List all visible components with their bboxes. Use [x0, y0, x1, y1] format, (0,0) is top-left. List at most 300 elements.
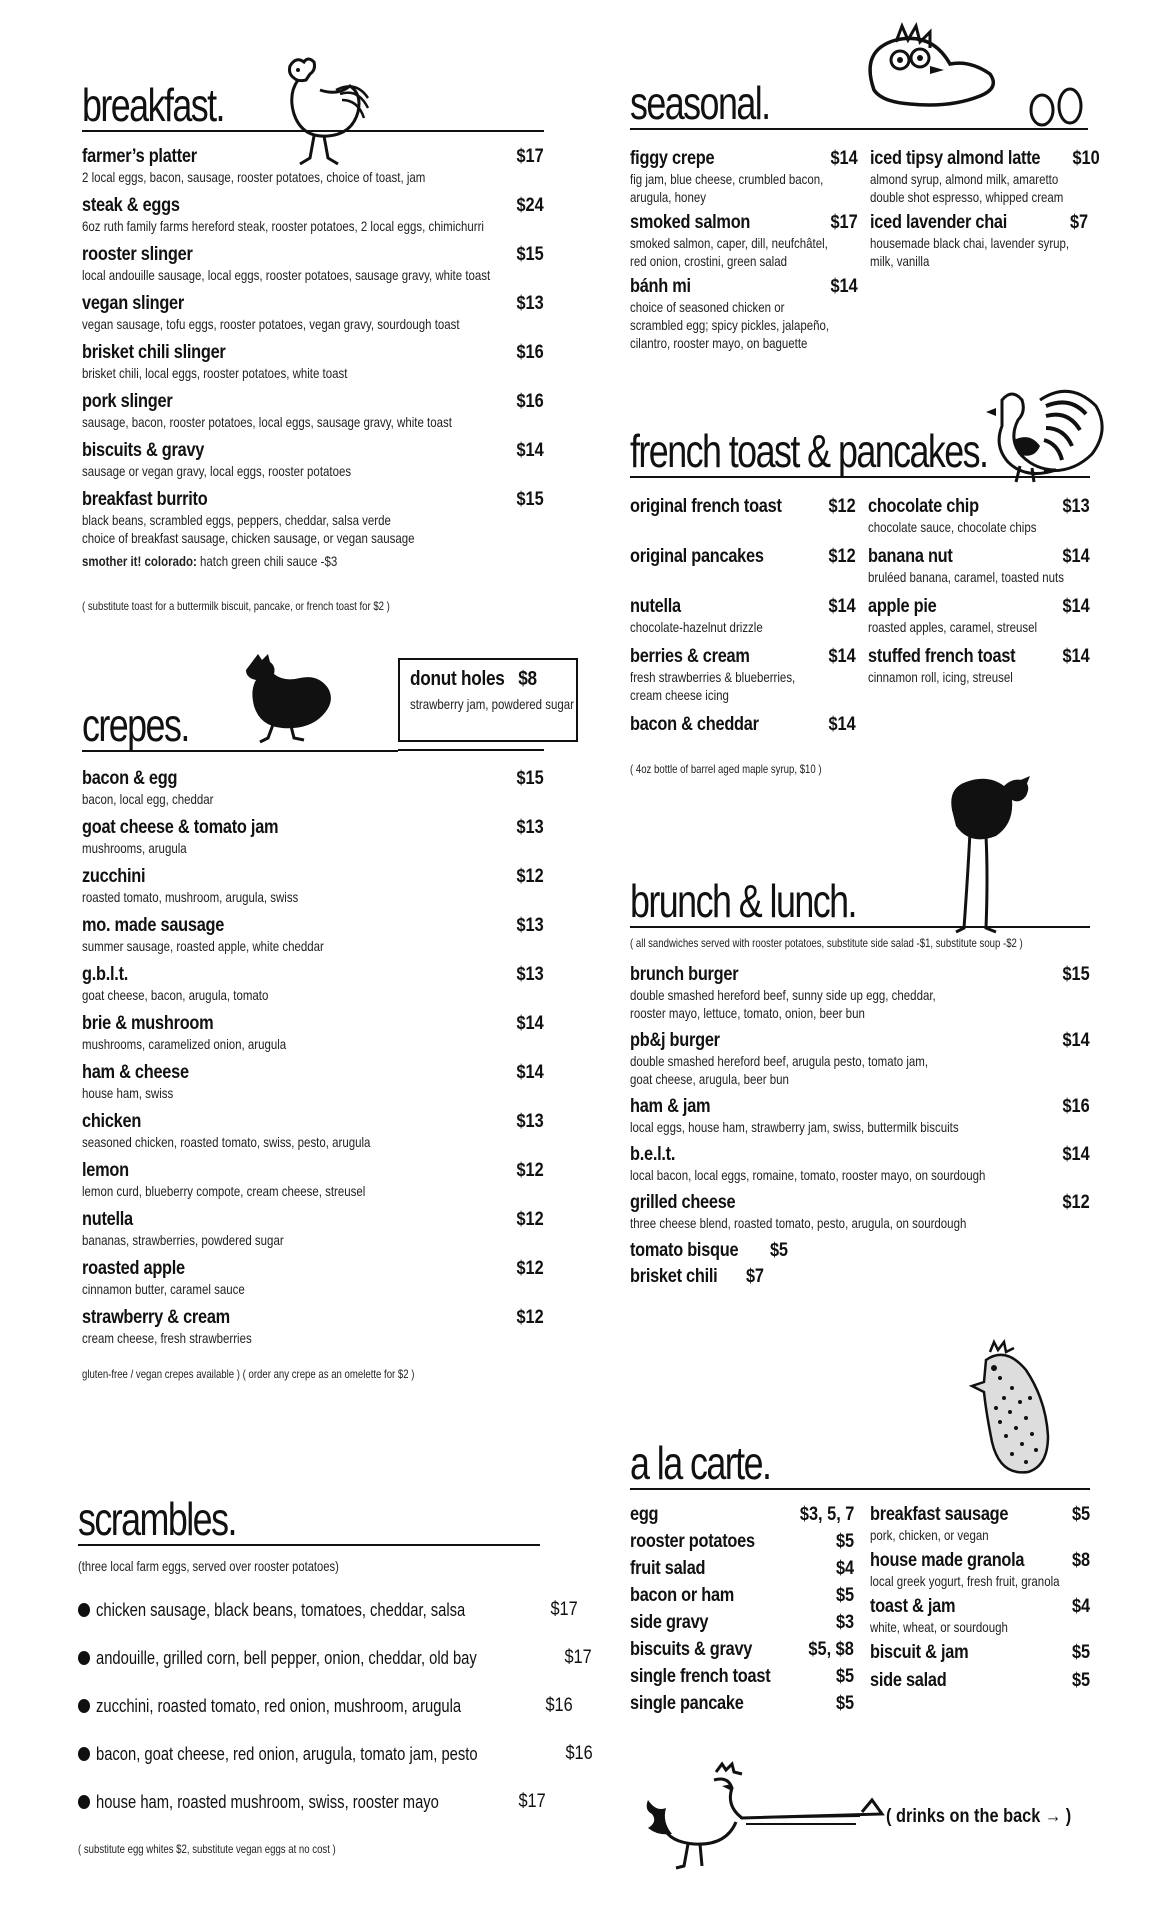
- menu-item-name: figgy crepe: [630, 148, 715, 169]
- scramble-item-text-wrap: [78, 1600, 546, 1621]
- menu-item-row: [630, 964, 1090, 986]
- scramble-item-price: $17: [564, 1647, 593, 1668]
- menu-item-name: breakfast sausage: [870, 1504, 1009, 1525]
- french-left-list: [630, 496, 856, 746]
- pointing-rooster-icon: [636, 1760, 886, 1870]
- scramble-item: [78, 1682, 573, 1730]
- menu-item-row: [82, 964, 544, 986]
- menu-item: [868, 546, 1090, 586]
- scramble-item: [78, 1586, 578, 1634]
- menu-item-row: [630, 1192, 1090, 1214]
- menu-item: [870, 148, 1100, 206]
- menu-item-price: $17: [516, 146, 544, 167]
- menu-item-row: [630, 714, 856, 736]
- menu-item-desc: house ham, swiss: [82, 1085, 174, 1101]
- menu-item-desc: red onion, crostini, green salad: [630, 253, 787, 269]
- carte-item: [630, 1558, 854, 1580]
- crepes-note: gluten-free / vegan crepes available ) ( order any crepe as an omelette for $2 ): [82, 1367, 415, 1381]
- menu-item-price: $15: [516, 768, 544, 789]
- menu-item: [82, 1307, 544, 1347]
- bullet-icon: [78, 1651, 90, 1665]
- menu-item-price: $17: [830, 212, 858, 233]
- menu-item-row: [82, 391, 544, 413]
- menu-item-price: $16: [516, 342, 544, 363]
- menu-item: [82, 1013, 544, 1053]
- donut-desc: strawberry jam, powdered sugar: [410, 696, 574, 712]
- menu-item-desc: local andouille sausage, local eggs, rooster potatoes, sausage gravy, white toast: [82, 267, 491, 283]
- menu-item: [870, 212, 1088, 270]
- smother-label: smother it! colorado:: [82, 553, 197, 569]
- carte-item-name: fruit salad: [630, 1558, 706, 1579]
- seasonal-left-list: [630, 148, 858, 358]
- scrambles-note: ( substitute egg whites $2, substitute vegan eggs at no cost ): [78, 1842, 336, 1856]
- menu-item-desc: roasted tomato, mushroom, arugula, swiss: [82, 889, 299, 905]
- carte-item-name: egg: [630, 1504, 659, 1525]
- menu-item-price: $12: [516, 1258, 544, 1279]
- menu-item: [82, 1111, 544, 1151]
- menu-item-price: $13: [516, 1111, 544, 1132]
- menu-item-desc: goat cheese, arugula, beer bun: [630, 1071, 789, 1087]
- carte-item: [630, 1693, 854, 1715]
- menu-item: [630, 496, 856, 536]
- menu-item-row: [868, 546, 1090, 568]
- menu-item-name: zucchini: [82, 866, 146, 887]
- menu-item: [630, 276, 858, 352]
- scramble-item-text: bacon, goat cheese, red onion, arugula, tomato jam, pesto: [96, 1743, 478, 1764]
- french-section: [630, 420, 1090, 776]
- menu-item-row: [868, 596, 1090, 618]
- menu-item-desc: seasoned chicken, roasted tomato, swiss, pesto, arugula: [82, 1134, 371, 1150]
- menu-item-row: [630, 148, 858, 170]
- menu-item-name: stuffed french toast: [868, 646, 1016, 667]
- scrambles-section: [78, 1488, 594, 1856]
- menu-item-name: strawberry & cream: [82, 1307, 230, 1328]
- menu-item-desc: [630, 568, 815, 586]
- menu-item-price: $13: [516, 817, 544, 838]
- carte-item-price: $5: [835, 1585, 854, 1606]
- menu-item-row: [630, 1030, 1090, 1052]
- menu-item-desc: summer sausage, roasted apple, white cheddar: [82, 938, 324, 954]
- menu-item-desc: cilantro, rooster mayo, on baguette: [630, 335, 808, 351]
- menu-item: [630, 148, 858, 206]
- menu-item-price: $14: [516, 1062, 544, 1083]
- menu-item-name: bacon & cheddar: [630, 714, 759, 735]
- menu-item: [630, 212, 858, 270]
- carte-item-name: bacon or ham: [630, 1585, 735, 1606]
- menu-item-desc: pork, chicken, or vegan: [870, 1527, 989, 1543]
- menu-item-row: [870, 1550, 1090, 1572]
- carte-item-name: rooster potatoes: [630, 1531, 755, 1552]
- soup-item: [630, 1266, 1090, 1288]
- menu-item-name: pork slinger: [82, 391, 173, 412]
- menu-item-price: $15: [516, 244, 544, 265]
- menu-item-price: $12: [516, 1209, 544, 1230]
- menu-item: [630, 1030, 1090, 1088]
- scramble-item-text: zucchini, roasted tomato, red onion, mushroom, arugula: [96, 1695, 462, 1716]
- soup-item-price: $7: [745, 1266, 764, 1287]
- menu-item-desc: housemade black chai, lavender syrup,: [870, 235, 1070, 251]
- menu-item: [82, 195, 544, 235]
- menu-item-row: [82, 1209, 544, 1231]
- carte-item-price: $4: [835, 1558, 854, 1579]
- scramble-item-price: $17: [518, 1791, 546, 1812]
- menu-item-price: $12: [828, 496, 856, 517]
- scramble-item: [78, 1634, 593, 1682]
- crepes-list: [82, 768, 544, 1347]
- menu-item-price: $12: [516, 866, 544, 887]
- menu-item-desc: fresh strawberries & blueberries,: [630, 669, 796, 685]
- menu-item-desc: almond syrup, almond milk, amaretto: [870, 171, 1059, 187]
- menu-item-name: farmer’s platter: [82, 146, 197, 167]
- menu-item-desc: double smashed hereford beef, arugula pesto, tomato jam,: [630, 1053, 929, 1069]
- menu-item-row: [82, 195, 544, 217]
- menu-item-row: [630, 1096, 1090, 1118]
- menu-item-price: $5: [1071, 1670, 1090, 1691]
- scrambles-list: [78, 1586, 594, 1826]
- drinks-on-back-link[interactable]: ( drinks on the back → ): [886, 1806, 1072, 1827]
- menu-item-name: smoked salmon: [630, 212, 751, 233]
- menu-item: [82, 1062, 544, 1102]
- menu-item-desc: goat cheese, bacon, arugula, tomato: [82, 987, 269, 1003]
- carte-item-name: side gravy: [630, 1612, 709, 1633]
- menu-item-name: iced lavender chai: [870, 212, 1008, 233]
- bullet-icon: [78, 1699, 90, 1713]
- bullet-icon: [78, 1747, 90, 1761]
- menu-item-name: brisket chili slinger: [82, 342, 226, 363]
- carte-item-price: $5, $8: [808, 1639, 854, 1660]
- menu-item-desc: choice of seasoned chicken or: [630, 299, 785, 315]
- menu-item-price: $14: [516, 440, 544, 461]
- menu-item-row: [868, 496, 1090, 518]
- menu-item-desc: sausage or vegan gravy, local eggs, rooster potatoes: [82, 463, 352, 479]
- menu-item: [870, 1670, 1090, 1692]
- menu-item-row: [870, 212, 1088, 234]
- menu-item-desc: chocolate-hazelnut drizzle: [630, 619, 763, 635]
- menu-item-row: [82, 1013, 544, 1035]
- menu-item-price: $7: [1069, 212, 1088, 233]
- menu-item-row: [870, 1670, 1090, 1692]
- menu-item: [82, 866, 544, 906]
- menu-item: [82, 489, 544, 547]
- carte-item-name: single french toast: [630, 1666, 771, 1687]
- menu-item-desc: cinnamon roll, icing, streusel: [868, 669, 1013, 685]
- menu-item-name: chocolate chip: [868, 496, 979, 517]
- menu-item-name: original french toast: [630, 496, 782, 517]
- french-right-list: [868, 496, 1090, 746]
- menu-item-row: [82, 915, 544, 937]
- crepes-title: crepes.: [82, 699, 189, 751]
- menu-item-row: [82, 440, 544, 462]
- brunch-list: [630, 964, 1090, 1232]
- carte-header: [630, 1432, 1090, 1490]
- scramble-item-text-wrap: [78, 1696, 541, 1717]
- menu-item-name: roasted apple: [82, 1258, 185, 1279]
- menu-item-name: steak & eggs: [82, 195, 180, 216]
- menu-item-row: [82, 244, 544, 266]
- menu-item-desc: scrambled egg; spicy pickles, jalapeño,: [630, 317, 830, 333]
- menu-item-desc: smoked salmon, caper, dill, neufchâtel,: [630, 235, 828, 251]
- menu-item-name: breakfast burrito: [82, 489, 208, 510]
- menu-item-row: [630, 212, 858, 234]
- carte-item-price: $5: [835, 1666, 854, 1687]
- menu-item-name: side salad: [870, 1670, 947, 1691]
- carte-item-price: $3: [835, 1612, 854, 1633]
- menu-item-price: $14: [828, 714, 856, 735]
- seasonal-right-list: [870, 148, 1100, 358]
- crepes-section: [82, 692, 574, 1381]
- menu-item-name: vegan slinger: [82, 293, 184, 314]
- menu-item-row: [868, 646, 1090, 668]
- menu-item-row: [82, 1307, 544, 1329]
- menu-item-desc: cream cheese icing: [630, 687, 729, 703]
- menu-item: [868, 646, 1090, 686]
- menu-item-desc: local greek yogurt, fresh fruit, granola: [870, 1573, 1060, 1589]
- carte-item-name: biscuits & gravy: [630, 1639, 753, 1660]
- seasonal-section: [630, 76, 1100, 358]
- menu-item-price: $5: [1071, 1504, 1090, 1525]
- scrambles-header: [78, 1488, 540, 1546]
- scramble-item-text: andouille, grilled corn, bell pepper, onion, cheddar, old bay: [96, 1647, 477, 1668]
- menu-item: [82, 964, 544, 1004]
- seasonal-header: [630, 76, 1088, 130]
- menu-item-row: [870, 1596, 1090, 1618]
- menu-item: [82, 293, 544, 333]
- menu-item-desc: roasted apples, caramel, streusel: [868, 619, 1038, 635]
- menu-item-name: toast & jam: [870, 1596, 956, 1617]
- menu-item-name: bacon & egg: [82, 768, 178, 789]
- menu-item-row: [630, 496, 856, 518]
- carte-item: [630, 1639, 854, 1661]
- menu-item-row: [630, 1144, 1090, 1166]
- carte-item-name: single pancake: [630, 1693, 744, 1714]
- menu-item-desc: cinnamon butter, caramel sauce: [82, 1281, 245, 1297]
- menu-item-name: brie & mushroom: [82, 1013, 214, 1034]
- donut-price: $8: [518, 668, 537, 690]
- menu-item: [82, 915, 544, 955]
- menu-item-price: $10: [1072, 148, 1100, 169]
- menu-item-desc: black beans, scrambled eggs, peppers, cheddar, salsa verde: [82, 512, 391, 528]
- menu-item-price: $12: [516, 1307, 544, 1328]
- menu-item: [630, 596, 856, 636]
- menu-item-desc: bruléed banana, caramel, toasted nuts: [868, 569, 1064, 585]
- soup-item-price: $5: [769, 1240, 788, 1261]
- menu-item: [630, 646, 856, 704]
- menu-item-desc: white, wheat, or sourdough: [870, 1619, 1008, 1635]
- menu-item-desc: 2 local eggs, bacon, sausage, rooster potatoes, choice of toast, jam: [82, 169, 426, 185]
- menu-item-name: berries & cream: [630, 646, 750, 667]
- menu-item-desc: bacon, local egg, cheddar: [82, 791, 214, 807]
- menu-item-name: apple pie: [868, 596, 937, 617]
- menu-item-name: ham & cheese: [82, 1062, 189, 1083]
- menu-item: [630, 1096, 1090, 1136]
- menu-item-price: $14: [830, 148, 858, 169]
- menu-item-price: $15: [1062, 964, 1090, 985]
- scramble-item-text-wrap: [78, 1792, 514, 1813]
- menu-item-price: $14: [1062, 596, 1090, 617]
- menu-item-row: [870, 1642, 1090, 1664]
- menu-item-price: $14: [1062, 546, 1090, 567]
- french-grid: [630, 496, 1090, 746]
- menu-item-row: [630, 646, 856, 668]
- menu-item-price: $16: [1062, 1096, 1090, 1117]
- menu-item-name: lemon: [82, 1160, 129, 1181]
- carte-item-price: $5: [835, 1531, 854, 1552]
- carte-grid: [630, 1504, 1090, 1720]
- menu-item-price: $4: [1071, 1596, 1090, 1617]
- menu-item-row: [82, 489, 544, 511]
- smother-text: hatch green chili sauce -$3: [196, 553, 338, 569]
- menu-item: [630, 964, 1090, 1022]
- menu-item-desc: cream cheese, fresh strawberries: [82, 1330, 252, 1346]
- menu-item-row: [82, 1160, 544, 1182]
- carte-item: [630, 1612, 854, 1634]
- menu-item-price: $13: [516, 915, 544, 936]
- menu-item-price: $14: [516, 1013, 544, 1034]
- menu-item-desc: vegan sausage, tofu eggs, rooster potatoes, vegan gravy, sourdough toast: [82, 316, 460, 332]
- menu-item-name: g.b.l.t.: [82, 964, 129, 985]
- menu-item: [630, 714, 856, 736]
- menu-item: [630, 546, 856, 586]
- menu-item-name: nutella: [630, 596, 681, 617]
- carte-item-price: $5: [835, 1693, 854, 1714]
- bullet-icon: [78, 1603, 90, 1617]
- menu-item-price: $13: [516, 293, 544, 314]
- carte-item: [630, 1504, 854, 1526]
- crepes-rule-extension: [398, 749, 544, 751]
- menu-item-name: grilled cheese: [630, 1192, 736, 1213]
- soup-item-name: tomato bisque: [630, 1240, 739, 1261]
- smother-line: [82, 552, 544, 571]
- menu-item-desc: 6oz ruth family farms hereford steak, rooster potatoes, 2 local eggs, chimichurri: [82, 218, 484, 234]
- menu-item-desc: three cheese blend, roasted tomato, pesto, arugula, on sourdough: [630, 1215, 967, 1231]
- menu-item-row: [82, 768, 544, 790]
- menu-item-row: [82, 866, 544, 888]
- carte-right-list: [870, 1504, 1090, 1720]
- menu-item-desc: mushrooms, arugula: [82, 840, 187, 856]
- menu-item-name: house made granola: [870, 1550, 1025, 1571]
- menu-item-desc: choice of breakfast sausage, chicken sausage, or vegan sausage: [82, 530, 415, 546]
- menu-item-desc: double smashed hereford beef, sunny side up egg, cheddar,: [630, 987, 936, 1003]
- menu-item-price: $14: [1062, 646, 1090, 667]
- french-title: french toast & pancakes.: [630, 425, 988, 477]
- menu-item-row: [82, 342, 544, 364]
- menu-item-row: [82, 1062, 544, 1084]
- carte-item: [630, 1585, 854, 1607]
- menu-item-name: iced tipsy almond latte: [870, 148, 1041, 169]
- menu-item: [82, 244, 544, 284]
- scrambles-subtitle: (three local farm eggs, served over rooster potatoes): [78, 1558, 339, 1574]
- carte-left-list: [630, 1504, 854, 1720]
- menu-item-desc: brisket chili, local eggs, rooster potatoes, white toast: [82, 365, 348, 381]
- rooster-outline-icon: [270, 54, 380, 170]
- french-note: ( 4oz bottle of barrel aged maple syrup, $10 ): [630, 762, 822, 776]
- french-header: [630, 420, 1090, 478]
- seasonal-title: seasonal.: [630, 77, 770, 129]
- menu-item-name: biscuit & jam: [870, 1642, 969, 1663]
- menu-item-desc: double shot espresso, whipped cream: [870, 189, 1064, 205]
- menu-item-name: original pancakes: [630, 546, 764, 567]
- menu-item-name: nutella: [82, 1209, 133, 1230]
- menu-item-name: bánh mi: [630, 276, 691, 297]
- menu-item: [868, 596, 1090, 636]
- menu-item-row: [82, 1258, 544, 1280]
- scramble-item-text: house ham, roasted mushroom, swiss, rooster mayo: [96, 1791, 439, 1812]
- menu-item-desc: milk, vanilla: [870, 253, 930, 269]
- scramble-item-price: $16: [545, 1695, 573, 1716]
- menu-item: [82, 1209, 544, 1249]
- menu-item-price: $8: [1071, 1550, 1090, 1571]
- menu-item-price: $13: [516, 964, 544, 985]
- menu-item: [82, 768, 544, 808]
- breakfast-list: [82, 146, 544, 547]
- menu-item: [870, 1550, 1090, 1590]
- menu-item: [82, 391, 544, 431]
- menu-item-price: $12: [1062, 1192, 1090, 1213]
- menu-item-desc: chocolate sauce, chocolate chips: [868, 519, 1037, 535]
- menu-item-name: goat cheese & tomato jam: [82, 817, 279, 838]
- menu-item-row: [630, 546, 856, 568]
- menu-item-row: [870, 148, 1100, 170]
- carte-item: [630, 1531, 854, 1553]
- scramble-item: [78, 1778, 544, 1826]
- menu-item-row: [82, 293, 544, 315]
- menu-item-desc: sausage, bacon, rooster potatoes, local eggs, sausage gravy, white toast: [82, 414, 452, 430]
- menu-item-desc: mushrooms, caramelized onion, arugula: [82, 1036, 287, 1052]
- menu-item: [870, 1596, 1090, 1636]
- menu-item-price: $14: [828, 646, 856, 667]
- carte-item: [630, 1666, 854, 1688]
- scrambles-title: scrambles.: [78, 1493, 236, 1545]
- menu-item-name: ham & jam: [630, 1096, 711, 1117]
- scramble-item-price: $17: [550, 1599, 578, 1620]
- menu-item-price: $14: [1062, 1144, 1090, 1165]
- menu-item-desc: rooster mayo, lettuce, tomato, onion, beer bun: [630, 1005, 865, 1021]
- soup-list: [630, 1240, 1090, 1288]
- menu-item-price: $5: [1071, 1642, 1090, 1663]
- menu-item-desc: local eggs, house ham, strawberry jam, swiss, buttermilk biscuits: [630, 1119, 959, 1135]
- menu-item-desc: [630, 518, 815, 536]
- menu-item-price: $15: [516, 489, 544, 510]
- menu-item-row: [870, 1504, 1090, 1526]
- scramble-item-price: $16: [565, 1743, 594, 1764]
- menu-item: [630, 1144, 1090, 1184]
- scramble-item: [78, 1730, 594, 1778]
- menu-item-price: $12: [828, 546, 856, 567]
- menu-item: [630, 1192, 1090, 1232]
- menu-item-name: brunch burger: [630, 964, 739, 985]
- menu-item: [82, 1258, 544, 1298]
- menu-item: [870, 1642, 1090, 1664]
- menu-item-price: $24: [516, 195, 544, 216]
- menu-item-row: [82, 817, 544, 839]
- menu-item-price: $12: [516, 1160, 544, 1181]
- menu-item-desc: lemon curd, blueberry compote, cream cheese, streusel: [82, 1183, 366, 1199]
- menu-item-price: $16: [516, 391, 544, 412]
- menu-item: [82, 440, 544, 480]
- menu-item-name: chicken: [82, 1111, 142, 1132]
- menu-item-name: b.e.l.t.: [630, 1144, 676, 1165]
- soup-item-name: brisket chili: [630, 1266, 718, 1287]
- scramble-item-text-wrap: [78, 1648, 560, 1669]
- menu-item-name: mo. made sausage: [82, 915, 225, 936]
- menu-item: [82, 817, 544, 857]
- breakfast-note: ( substitute toast for a buttermilk biscuit, pancake, or french toast for $2 ): [82, 599, 390, 613]
- carte-title: a la carte.: [630, 1437, 771, 1489]
- menu-item-name: biscuits & gravy: [82, 440, 205, 461]
- brunch-title: brunch & lunch.: [630, 875, 856, 927]
- menu-item-price: $13: [1062, 496, 1090, 517]
- carte-section: [630, 1432, 1090, 1720]
